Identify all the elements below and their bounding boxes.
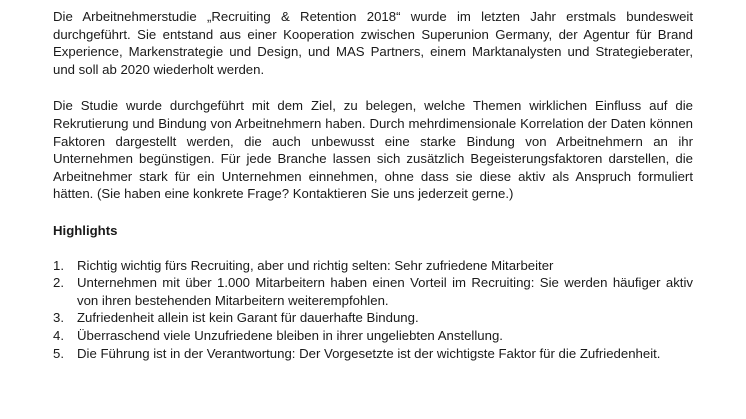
list-item-text: Unternehmen mit über 1.000 Mitarbeitern haben einen Vorteil im Recruiting: Sie werden häufiger aktiv von ihren bestehenden Mitarbeitern weiterempfohlen. [77, 275, 693, 308]
list-item-text: Richtig wichtig fürs Recruiting, aber und richtig selten: Sehr zufriedene Mitarbeiter [77, 257, 554, 273]
list-item-text: Die Führung ist in der Verantwortung: Der Vorgesetzte ist der wichtigste Faktor für die Zufriedenheit. [77, 345, 661, 361]
list-item-number: 2. [53, 275, 64, 291]
list-item [53, 257, 693, 275]
highlights-list [53, 257, 693, 363]
list-item-number: 4. [53, 327, 64, 343]
list-item [53, 309, 693, 327]
list-item [53, 327, 693, 345]
list-item-text: Zufriedenheit allein ist kein Garant für dauerhafte Bindung. [77, 310, 419, 326]
list-item [53, 274, 693, 309]
document-page [53, 8, 693, 362]
list-item-number: 1. [53, 257, 64, 273]
study-description-paragraph: Die Studie wurde durchgeführt mit dem Ziel, zu belegen, welche Themen wirklichen Einfluss auf die Rekrutierung und Bindung von Arbeitnehmern haben. Durch mehrdimensionale Korrelation der Daten können Faktoren dargestellt werden, die auch unbewusst eine starke Bindung von Arbeitnehmern an ihr Unternehmen begünstigen. Für jede Branche lassen sich zusätzlich Begeisterungsfaktoren darstellen, die Arbeitnehmer stark für ein Unternehmen einnehmen, ohne dass sie diese aktiv als Anspruch formuliert hätten. (Sie haben eine konkrete Frage? Kontaktieren Sie uns jederzeit gerne.) [53, 98, 693, 202]
intro-paragraph: Die Arbeitnehmerstudie „Recruiting & Retention 2018“ wurde im letzten Jahr erstmals bundesweit durchgeführt. Sie entstand aus einer Kooperation zwischen Superunion Germany, der Agentur für Brand Experience, Markenstrategie und Design, und MAS Partners, einem Marktanalysten und Strategieberater, und soll ab 2020 wiederholt werden. [53, 9, 693, 77]
list-item-text: Überraschend viele Unzufriedene bleiben in ihrer ungeliebten Anstellung. [77, 327, 503, 343]
list-item-number: 5. [53, 345, 64, 361]
highlights-heading: Highlights [53, 222, 118, 238]
list-item [53, 345, 693, 363]
list-item-number: 3. [53, 310, 64, 326]
